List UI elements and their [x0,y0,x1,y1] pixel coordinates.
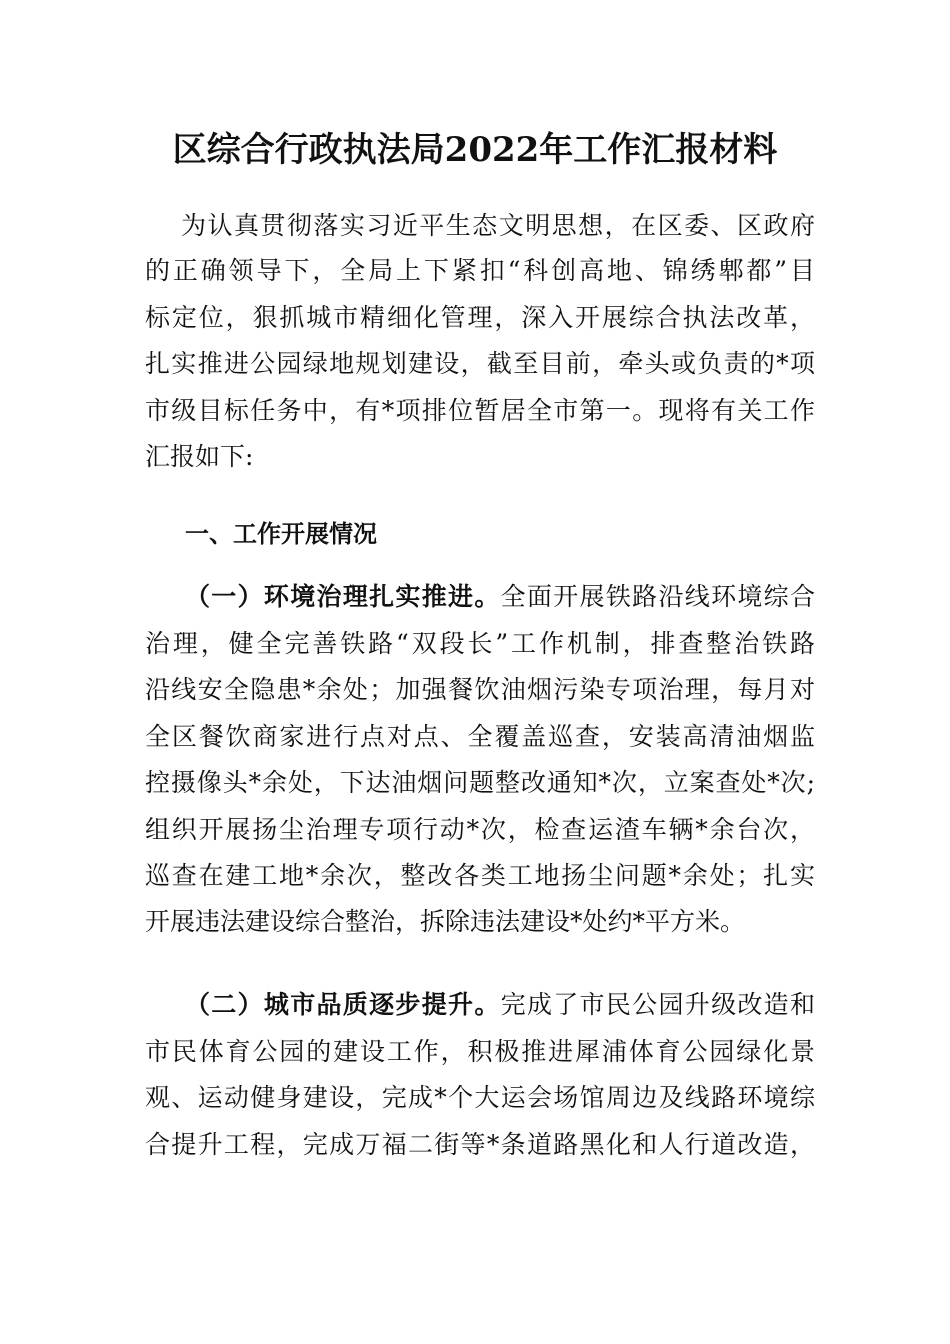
item2-line: 观、运动健身建设，完成*个大运会场馆周边及线路环境综 [145,1083,815,1112]
item1-first-text: 全面开展铁路沿线环境综合 [500,582,815,611]
item1-line: 控摄像头*余处，下达油烟问题整改通知*次，立案查处*次; [145,768,815,797]
intro-line: 市级目标任务中，有*项排位暂居全市第一。现将有关工作 [145,396,815,425]
intro-line: 标定位，狠抓城市精细化管理，深入开展综合执法改革， [145,303,815,332]
item1-line: 组织开展扬尘治理专项行动*次，检查运渣车辆*余台次， [145,815,815,844]
item1-line: 全区餐饮商家进行点对点、全覆盖巡查，安装高清油烟监 [145,722,815,751]
item2-lead: （二）城市品质逐步提升。 [185,990,501,1019]
item2-first-text: 完成了市民公园升级改造和 [500,990,815,1019]
item1-line: 巡查在建工地*余次，整改各类工地扬尘问题*余处；扎实 [145,861,815,890]
intro-line: 汇报如下: [145,442,254,471]
document-title: 区综合行政执法局2022年工作汇报材料 [172,130,778,170]
intro-line: 的正确领导下，全局上下紧扣“科创高地、锦绣郫都”目 [145,256,815,285]
item2-line: 合提升工程，完成万福二街等*条道路黑化和人行道改造， [145,1130,815,1159]
item2-first-line [185,985,815,1025]
item1-line: 沿线安全隐患*余处；加强餐饮油烟污染专项治理，每月对 [145,675,815,704]
section-heading: 一、工作开展情况 [185,520,377,548]
intro-line: 为认真贯彻落实习近平生态文明思想，在区委、区政府 [181,211,815,240]
item1-line: 开展违法建设综合整治，拆除违法建设*处约*平方米。 [145,907,746,936]
item1-line: 治理，健全完善铁路“双段长”工作机制，排查整治铁路 [145,629,815,658]
intro-line: 扎实推进公园绿地规划建设，截至目前，牵头或负责的*项 [145,349,815,378]
item2-line: 市民体育公园的建设工作，积极推进犀浦体育公园绿化景 [145,1037,815,1066]
item1-lead: （一）环境治理扎实推进。 [185,582,501,611]
item1-first-line [185,577,815,617]
